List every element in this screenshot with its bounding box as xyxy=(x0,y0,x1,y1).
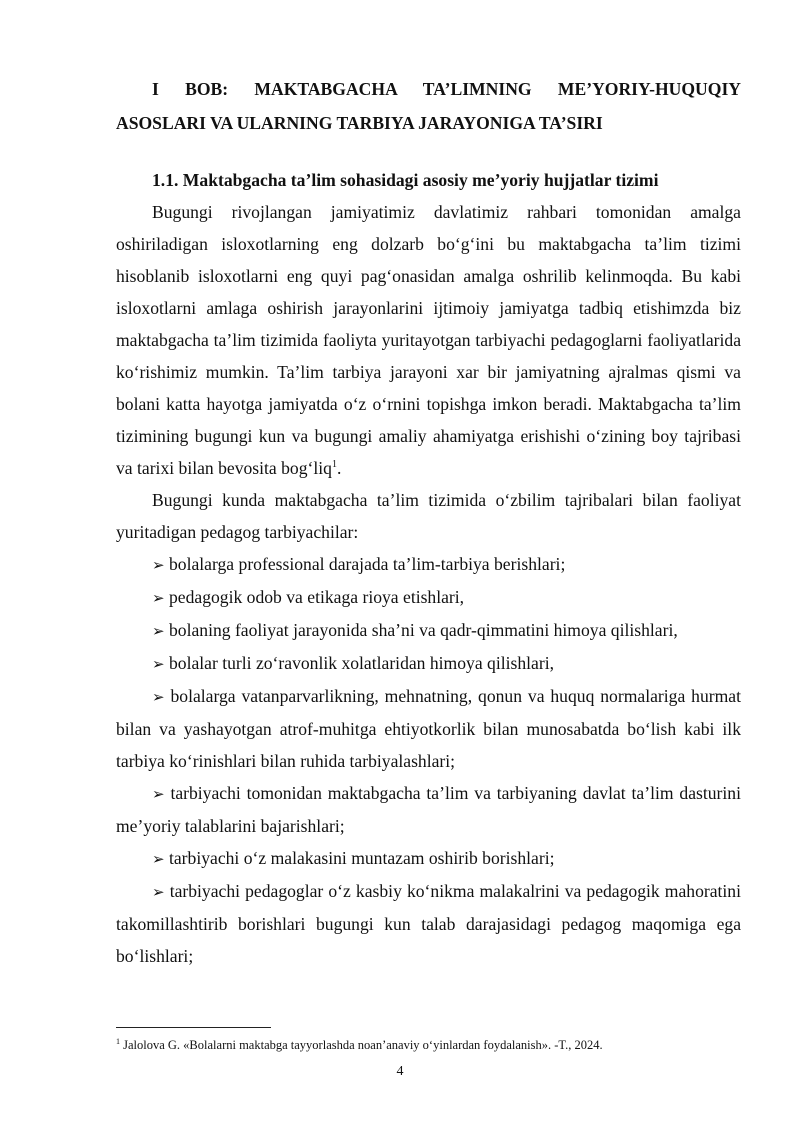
paragraph-intro-end: . xyxy=(336,458,342,478)
section-title: 1.1. Maktabgacha ta’lim sohasidagi asosiy me’yoriy hujjatlar tizimi xyxy=(152,170,659,190)
list-item xyxy=(116,777,741,842)
list-item-text: bolalarga vatanparvarlikning, mehnatning, qonun va huquq normalariga hurmat bilan va yashayotgan atrof-muhitga ehtiyotkorlik bilan munosabatda bo‘lish kabi ilk tarbiya ko‘rinishlari bilan ruhida tarbiyalashlari; xyxy=(116,686,741,771)
list-item-text: bolalar turli zo‘ravonlik xolatlaridan himoya qilishlari, xyxy=(168,653,554,673)
list-item xyxy=(116,680,741,777)
footnote-number: 1 xyxy=(116,1036,120,1046)
page-number: 4 xyxy=(396,1064,404,1079)
arrow-bullet-icon: ➢ xyxy=(152,688,165,706)
list-item xyxy=(116,647,741,680)
list-item xyxy=(116,614,741,647)
arrow-bullet-icon: ➢ xyxy=(152,556,165,574)
paragraph-intro xyxy=(116,196,741,484)
arrow-bullet-icon: ➢ xyxy=(152,589,165,607)
arrow-bullet-icon: ➢ xyxy=(152,655,165,673)
list-item xyxy=(116,875,741,972)
paragraph-intro-text: Bugungi rivojlangan jamiyatimiz davlatimiz rahbari tomonidan amalga oshiriladigan isloxotlarning eng dolzarb bo‘g‘ini bu maktabgacha ta’lim tizimi hisoblanib isloxotlarni eng quyi pag‘onasidan amalga oshrilib kelinmoqda. Bu kabi isloxotlarni amlaga oshirish jarayonlarini ijtimoiy jamiyatga tadbiq etishimzda biz maktabgacha ta’lim tizimida faoliyta yuritayotgan tarbiyachi pedagoglarni faoliyatlarida ko‘rishimiz mumkin. Ta’lim tarbiya jarayoni xar bir jamiyatning ajralmas qismi va bolani katta hayotga jamiyatda o‘z o‘rnini topishga imkon beradi. Maktabgacha ta’lim tizimining bugungi kun va bugungi amaliy ahamiyatga erishishi o‘zining boy tajribasi va tarixi bilan bevosita bog‘liq xyxy=(116,202,741,478)
arrow-bullet-icon: ➢ xyxy=(152,785,165,803)
arrow-bullet-icon: ➢ xyxy=(152,850,165,868)
footnote xyxy=(116,1036,741,1054)
chapter-title: I BOB: MAKTABGACHA TA’LIMNING ME’YORIY-HUQUQIY ASOSLARI VA ULARNING TARBIYA JARAYONIGA TA’SIRI xyxy=(116,79,741,133)
list-item xyxy=(116,548,741,581)
list-item-text: bolaning faoliyat jarayonida sha’ni va qadr-qimmatini himoya qilishlari, xyxy=(168,620,678,640)
list-item xyxy=(116,842,741,875)
footnote-text: Jalolova G. «Bolalarni maktabga tayyorlashda noan’anaviy o‘yinlardan foydalanish». -T., 2024. xyxy=(123,1038,603,1052)
paragraph-list-intro: Bugungi kunda maktabgacha ta’lim tizimida o‘zbilim tajribalari bilan faoliyat yuritadigan pedagog tarbiyachilar: xyxy=(116,490,741,542)
list-item xyxy=(116,581,741,614)
footnote-divider xyxy=(116,1027,271,1028)
footnote-reference[interactable]: 1 xyxy=(331,459,337,471)
list-item-text: pedagogik odob va etikaga rioya etishlari, xyxy=(168,587,465,607)
page-body xyxy=(116,72,741,972)
list-item-text: tarbiyachi o‘z malakasini muntazam oshirib borishlari; xyxy=(168,848,555,868)
list-item-text: bolalarga professional darajada ta’lim-tarbiya berishlari; xyxy=(168,554,566,574)
list-item-text: tarbiyachi pedagoglar o‘z kasbiy ko‘nikma malakalrini va pedagogik mahoratini takomillashtirib borishlari bugungi kun talab darajasidagi pedagog maqomiga ega bo‘lishlari; xyxy=(116,881,741,966)
arrow-bullet-icon: ➢ xyxy=(152,622,165,640)
arrow-bullet-icon: ➢ xyxy=(152,883,165,901)
bullet-list xyxy=(116,548,741,972)
list-item-text: tarbiyachi tomonidan maktabgacha ta’lim va tarbiyaning davlat ta’lim dasturini me’yoriy talablarini bajarishlari; xyxy=(116,783,741,836)
